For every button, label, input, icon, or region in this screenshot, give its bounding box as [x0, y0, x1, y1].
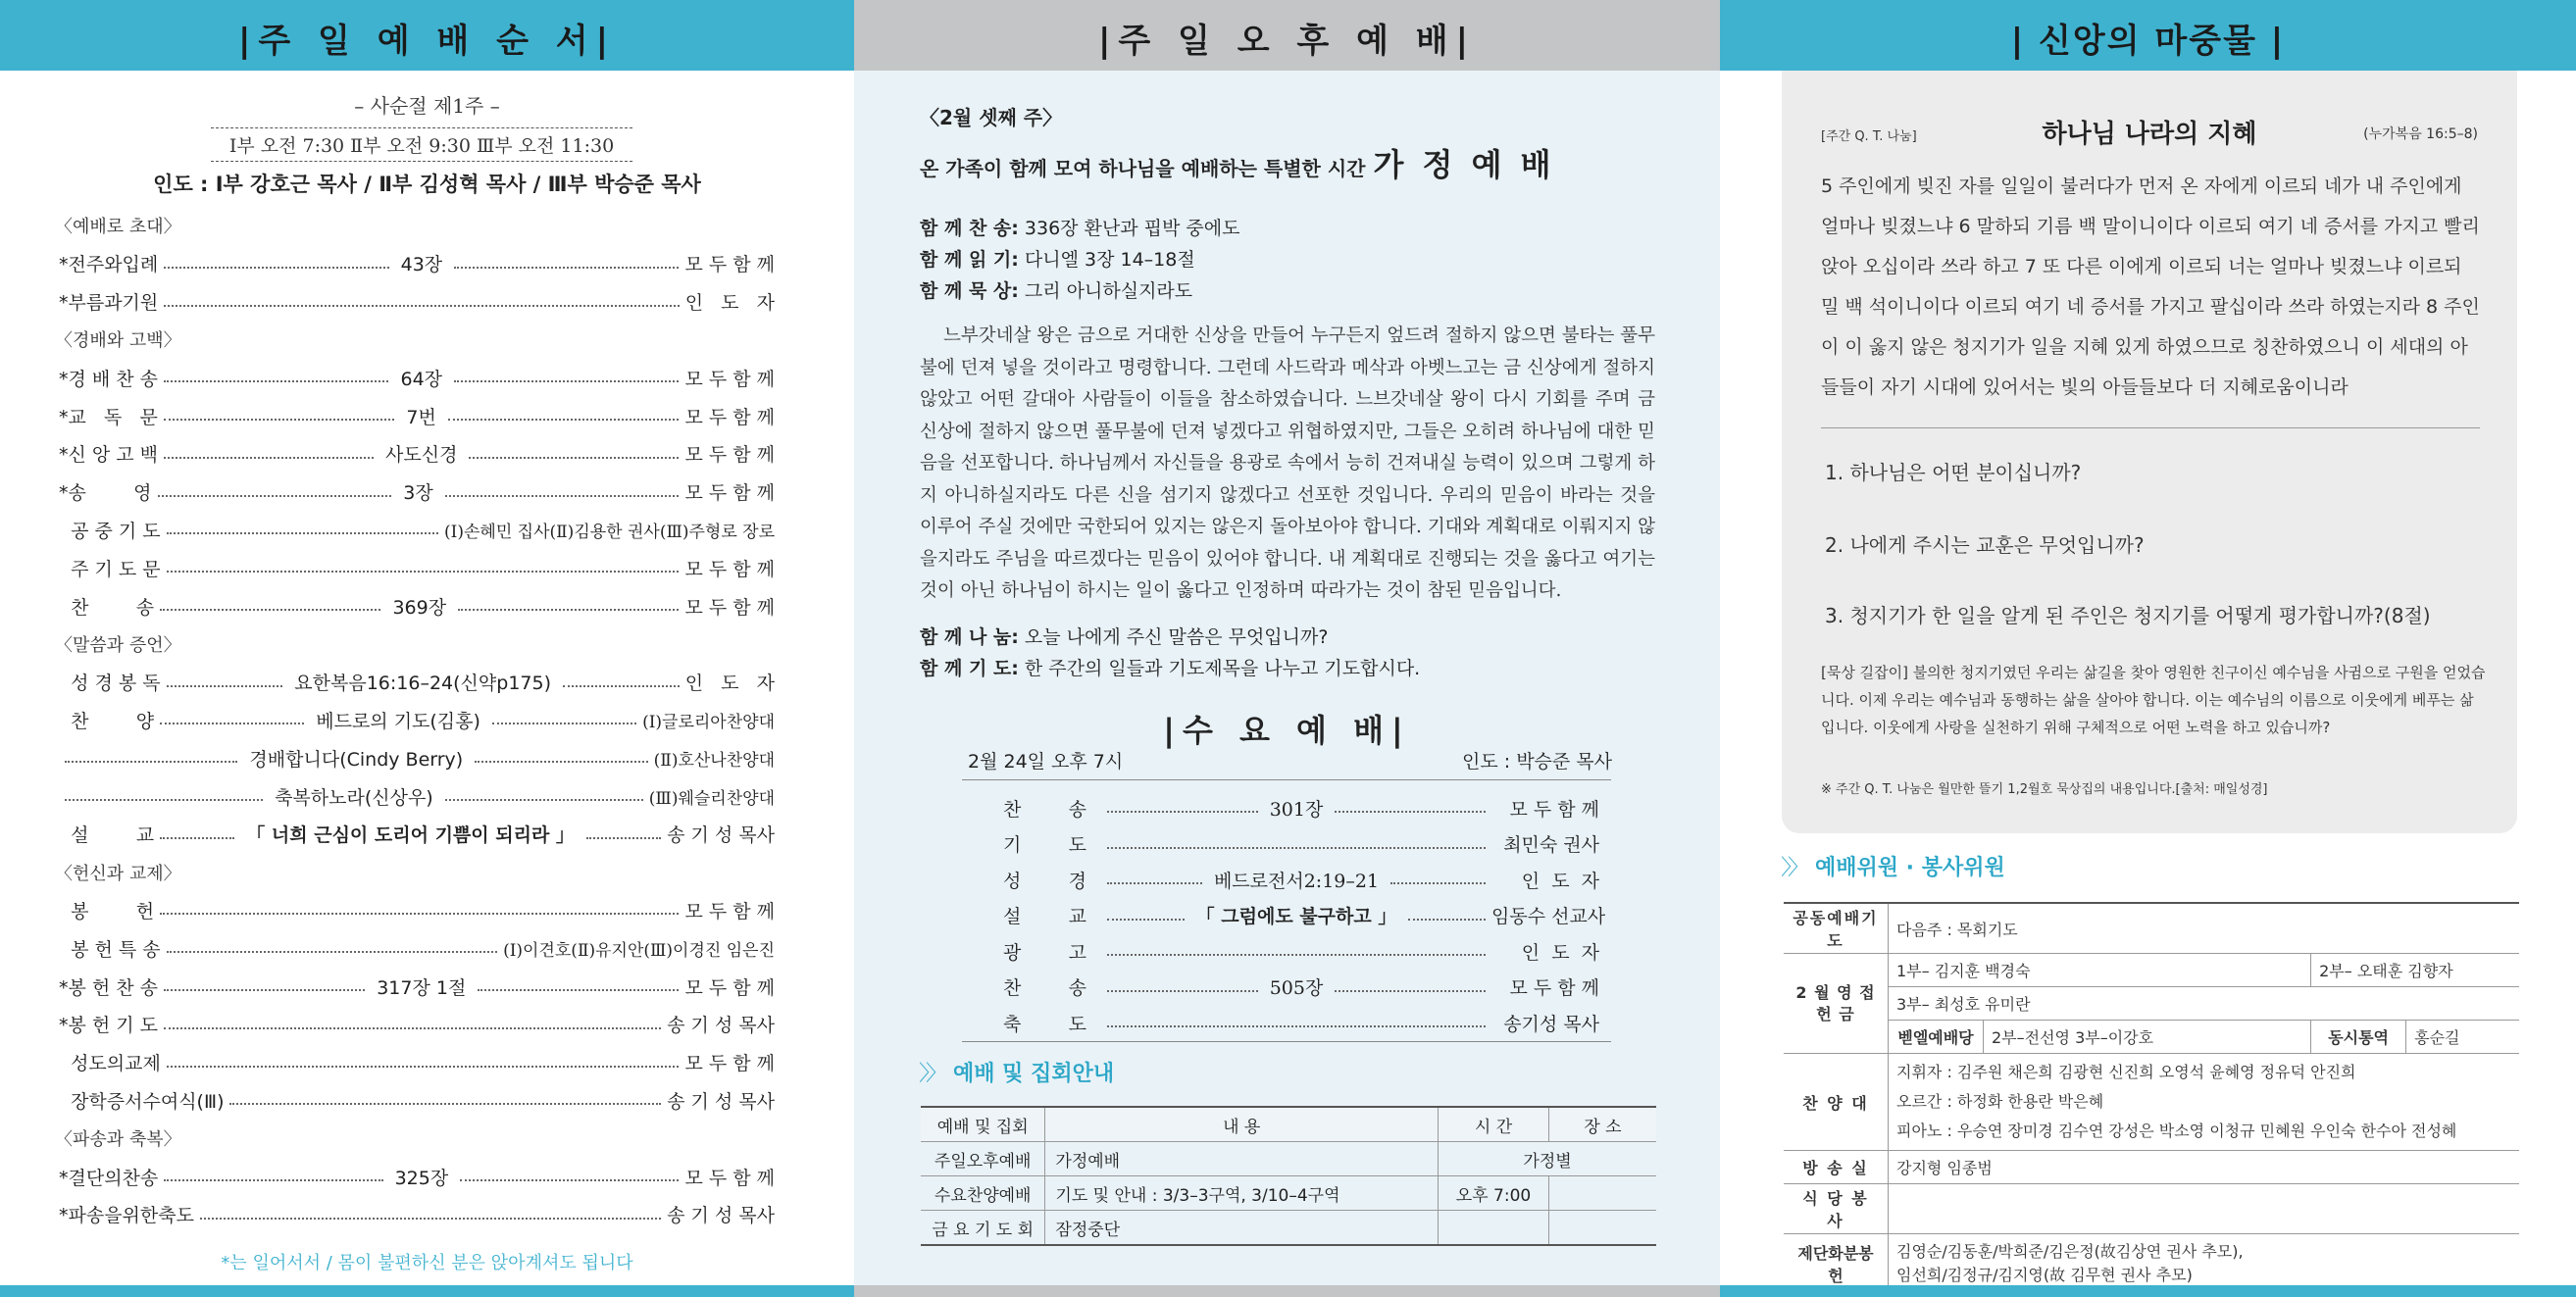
- item-label: 축 도: [1003, 1013, 1087, 1035]
- item-leader: (Ⅰ)이견호(Ⅱ)유지안(Ⅲ)이경진 임은진: [503, 940, 775, 961]
- standing-note: *는 일어서서 / 몸이 불편하신 분은 앉아계셔도 됩니다: [221, 1253, 633, 1273]
- dot-leader: [160, 723, 304, 724]
- qt-question: 1. 하나님은 어떤 분이십니까?: [1825, 461, 2082, 484]
- table-cell: 기도 및 안내 : 3/3–3구역, 3/10–4구역: [1045, 1176, 1439, 1211]
- wednesday-service-title: |수 요 예 배|: [1163, 712, 1411, 749]
- qt-box: [1782, 71, 2517, 833]
- order-item: [59, 476, 775, 508]
- item-label: 봉 헌 특 송: [59, 938, 161, 961]
- dot-leader: [460, 1179, 679, 1181]
- item-leader: 인 도 자: [684, 292, 775, 315]
- item-leader: 모 두 함 께: [684, 558, 775, 580]
- dot-leader: [167, 532, 438, 534]
- item-label: 성 경 봉 독: [59, 673, 161, 695]
- item-label: *봉 헌 기 도: [59, 1015, 159, 1037]
- item-leader: 인 도 자: [684, 673, 775, 695]
- dot-leader: [1335, 990, 1486, 992]
- item-leader: 최민숙 권사: [1503, 834, 1599, 856]
- order-item: [59, 1084, 775, 1116]
- dot-leader: [563, 685, 680, 687]
- item-leader: 모 두 함 께: [1509, 977, 1599, 999]
- dot-leader: [167, 951, 497, 953]
- week-label: 〈2월 셋째 주〉: [920, 106, 1063, 129]
- item-detail: 64장: [400, 368, 443, 390]
- dot-leader: [160, 913, 679, 915]
- item-leader: (Ⅰ)손혜민 집사(Ⅱ)김용한 권사(Ⅲ)주형로 장로: [444, 522, 775, 542]
- item-key: 함 께 묵 상:: [920, 280, 1019, 302]
- item-detail: 「 너희 근심이 도리어 기쁨이 되리라 」: [246, 824, 575, 847]
- item-detail: 7번: [406, 406, 436, 428]
- family-worship-items-2: [920, 622, 1655, 684]
- table-row: 방 송 실 강지형 임종범: [1784, 1151, 2519, 1184]
- dot-leader: [1390, 882, 1486, 884]
- dot-leader: [167, 1066, 680, 1068]
- item-leader: 모 두 함 께: [684, 368, 775, 390]
- item-label: 설 교: [59, 824, 155, 847]
- item-detail: 301장: [1269, 798, 1324, 821]
- bottom-bar: [1720, 1285, 2576, 1297]
- order-item: [59, 1009, 775, 1040]
- dot-leader: [164, 380, 388, 382]
- item-key: 함 께 읽 기:: [920, 249, 1019, 271]
- dot-leader: [160, 837, 234, 839]
- worship-item: [920, 275, 1655, 307]
- wednesday-service-date: 2월 24일 오후 7시: [968, 751, 1124, 773]
- dot-leader: [160, 609, 380, 611]
- item-detail: 축복하노라(신상우): [275, 786, 433, 809]
- dot-leader: [65, 799, 263, 801]
- worship-item: [920, 244, 1655, 275]
- section-label: 〈헌신과 교제〉: [55, 863, 181, 884]
- qt-question: 2. 나에게 주시는 교훈은 무엇입니까?: [1825, 533, 2145, 557]
- item-leader: 송 기 성 목사: [667, 1090, 775, 1113]
- item-value: 한 주간의 일들과 기도제목을 나누고 기도합시다.: [1018, 657, 1421, 679]
- dot-leader: [167, 685, 283, 687]
- item-detail: 요한복음16:16–24(신약p175): [294, 673, 552, 695]
- item-label: 기 도: [1003, 834, 1087, 856]
- bottom-bar: [854, 1285, 1720, 1297]
- dot-leader: [492, 723, 636, 724]
- item-leader: 송 기 성 목사: [667, 824, 775, 847]
- item-leader: 모 두 함 께: [684, 1167, 776, 1189]
- dot-leader: [164, 989, 365, 991]
- item-leader: 모 두 함 께: [684, 1053, 775, 1075]
- qt-tag: [주간 Q. T. 나눔]: [1821, 129, 1917, 144]
- meditation-guide: [묵상 길잡이] 불의한 청지기였던 우리는 삶길을 찾아 영원한 친구이신 예수님을 사귐으로 구원을 얻었습니다. 이제 우리는 예수님과 동행하는 삶을 살아야 합니다. 이는 예수님의 이름으로 이웃에게 베푸는 삶입니다. 이웃에게 사랑을 실천하기 위해 구체적으로 어떤 노력을 하고 있습니까?: [1821, 664, 2486, 736]
- column-header: 예배 및 집회: [921, 1107, 1045, 1142]
- dot-leader: [454, 380, 679, 382]
- order-item: [964, 826, 1611, 862]
- dot-leader: [1107, 990, 1258, 992]
- table-cell: [1439, 1211, 1549, 1246]
- section-label: 〈말씀과 증언〉: [55, 634, 181, 656]
- table-cell: [1548, 1176, 1656, 1211]
- table-cell: 잠정중단: [1045, 1211, 1439, 1246]
- item-label: 성도의교제: [59, 1053, 161, 1075]
- dot-leader: [158, 495, 392, 497]
- item-key: 함 께 찬 송:: [920, 218, 1019, 239]
- item-value: 다니엘 3장 14–18절: [1018, 249, 1195, 271]
- order-item: [59, 400, 775, 431]
- item-leader: (Ⅲ)웨슬리찬양대: [648, 788, 775, 809]
- item-leader: (Ⅰ)글로리아찬양대: [642, 712, 775, 732]
- item-label: 찬 송: [1003, 798, 1087, 821]
- family-worship-title: [920, 140, 1655, 185]
- order-item: [59, 932, 775, 964]
- dot-leader: [469, 457, 679, 459]
- table-row: [921, 1176, 1656, 1211]
- order-item: [59, 1047, 775, 1078]
- dot-leader: [229, 1103, 661, 1105]
- order-item: [59, 248, 775, 279]
- dot-leader: [478, 989, 679, 991]
- column-header: 내 용: [1045, 1107, 1439, 1142]
- item-label: *전주와입례: [59, 254, 159, 276]
- gathering-section-title: 〉〉 예배 및 집회안내: [919, 1062, 1115, 1086]
- afternoon-service-panel: [854, 0, 1720, 1297]
- item-value: 오늘 나에게 주신 말씀은 무엇입니까?: [1018, 625, 1329, 648]
- dot-leader: [164, 1179, 382, 1181]
- staff-section-title: 〉〉 예배위원 · 봉사위원: [1781, 856, 2005, 880]
- item-leader: (Ⅱ)호산나찬양대: [653, 750, 775, 771]
- dot-leader: [1107, 954, 1486, 956]
- item-label: 찬 송: [1003, 977, 1087, 999]
- family-worship-section: [920, 102, 1655, 684]
- section-heading: [55, 857, 775, 888]
- dot-leader: [458, 609, 679, 611]
- family-worship-big: 가 정 예 배: [1373, 146, 1555, 183]
- item-value: 336장 환난과 핍박 중에도: [1018, 218, 1240, 239]
- item-label: *경 배 찬 송: [59, 368, 159, 390]
- dot-leader: [1107, 919, 1185, 921]
- order-item: [59, 362, 775, 393]
- qt-reference: (누가복음 16:5–8): [2363, 126, 2478, 142]
- section-heading: [55, 1122, 775, 1154]
- order-item: [59, 894, 775, 925]
- order-item: [964, 898, 1611, 933]
- item-label: 봉 헌: [59, 900, 155, 923]
- item-label: 설 교: [1003, 906, 1087, 927]
- order-item: [964, 933, 1611, 969]
- item-detail: 베드로의 기도(김홍): [316, 710, 480, 732]
- dot-leader: [445, 799, 643, 801]
- table-row: [921, 1142, 1656, 1176]
- order-item: [59, 704, 775, 735]
- qt-scripture: 5 주인에게 빚진 자를 일일이 불러다가 먼저 온 자에게 이르되 네가 내 주인에게 얼마나 빚졌느냐 6 말하되 기름 백 말이니이다 이르되 여기 네 증서를 가지고 빨리 앉아 오십이라 쓰라 하고 7 또 다른 이에게 이르되 너는 얼마나 빚졌느냐 이르되 밀 백 석이니이다 이르되 여기 네 증서를 가지고 팔십이라 쓰라 하였는지라 8 주인이 이 옳지 않은 청지기가 일을 지혜 있게 하였으므로 칭찬하였으니 이 세대의 아들들이 자기 시대에 있어서는 빛의 아들들보다 더 지혜로움이니라: [1821, 175, 2480, 398]
- item-detail: 사도신경: [385, 444, 458, 467]
- bottom-bar: [0, 1285, 854, 1297]
- table-header-row: [921, 1107, 1656, 1142]
- order-item: [59, 780, 775, 812]
- qt-title: 하나님 나라의 지혜: [2042, 120, 2257, 149]
- dot-leader: [164, 457, 374, 459]
- section-heading: [55, 210, 775, 241]
- item-leader: 모 두 함 께: [684, 444, 776, 467]
- item-label: 성 경: [1003, 870, 1087, 892]
- item-leader: 송 기 성 목사: [667, 1015, 775, 1037]
- item-leader: 모 두 함 께: [684, 596, 775, 619]
- dot-leader: [1107, 811, 1258, 813]
- order-item: [964, 1005, 1611, 1040]
- section-label: 〈경배와 고백〉: [55, 330, 181, 352]
- order-item: [59, 971, 775, 1002]
- table-row: 식 당 봉 사: [1784, 1184, 2519, 1234]
- dot-leader: [448, 419, 680, 421]
- section-label: 〈파송과 축복〉: [55, 1129, 181, 1151]
- family-worship-items: [920, 213, 1655, 307]
- item-leader: 인 도 자: [1521, 941, 1599, 964]
- dot-leader: [164, 305, 679, 307]
- panel-header: |주 일 예 배 순 서|: [0, 0, 854, 71]
- column-header: 장 소: [1548, 1107, 1656, 1142]
- table-row: [921, 1211, 1656, 1246]
- item-leader: 모 두 함 께: [684, 482, 775, 505]
- order-item: [964, 790, 1611, 825]
- worship-item: [920, 213, 1655, 244]
- table-cell: 가정예배: [1045, 1142, 1439, 1176]
- dot-leader: [164, 419, 395, 421]
- item-leader: 모 두 함 께: [684, 254, 776, 276]
- item-leader: 모 두 함 께: [1509, 798, 1599, 821]
- item-label: *신 앙 고 백: [59, 444, 159, 467]
- order-item: [964, 862, 1611, 897]
- dot-leader: [164, 267, 388, 269]
- item-label: 주 기 도 문: [59, 558, 161, 580]
- item-leader: 모 두 함 께: [684, 900, 775, 923]
- column-header: 시 간: [1439, 1107, 1549, 1142]
- dot-leader: [475, 761, 647, 763]
- item-label: *교 독 문: [59, 406, 158, 428]
- table-row: 2 월 영 접 헌 금 1부– 김지훈 백경숙 2부– 오태훈 김향자: [1784, 954, 2519, 987]
- divider: [962, 779, 1611, 780]
- table-row: 제단화분봉헌 김영순/김동훈/박희준/김은정(故김상연 권사 추모), 임선희/김정규/김지영(故 김무현 권사 추모): [1784, 1234, 2519, 1295]
- dot-leader: [1408, 919, 1486, 921]
- table-row: 벧엘예배당 2부–전선영 3부–이강호 동시통역 홍순길: [1784, 1021, 2519, 1054]
- gathering-table: [921, 1106, 1656, 1246]
- order-item: [59, 438, 775, 470]
- faith-primer-panel: [1720, 0, 2576, 1297]
- table-cell: 가정별: [1439, 1142, 1656, 1176]
- dot-leader: [586, 837, 661, 839]
- item-detail: 325장: [394, 1167, 449, 1189]
- item-detail: 「 그럼에도 불구하고 」: [1195, 906, 1397, 927]
- chevron-right-icon: 〉〉: [919, 1062, 944, 1086]
- table-cell: 금 요 기 도 회: [921, 1211, 1045, 1246]
- item-detail: 베드로전서2:19–21: [1213, 870, 1380, 892]
- family-worship-prefix: 온 가족이 함께 모여 하나님을 예배하는 특별한 시간: [920, 157, 1366, 180]
- table-row: 3부– 최성호 유미란: [1784, 987, 2519, 1021]
- item-detail: 경배합니다(Cindy Berry): [249, 748, 464, 771]
- panel-header: | 신앙의 마중물 |: [1720, 0, 2576, 71]
- item-value: 그리 아니하실지라도: [1018, 280, 1193, 302]
- dot-leader: [167, 571, 680, 573]
- order-item: [59, 590, 775, 622]
- item-label: *결단의찬송: [59, 1167, 159, 1189]
- item-label: 공 중 기 도: [59, 520, 161, 542]
- item-leader: 송기성 목사: [1503, 1013, 1599, 1035]
- qt-question: 3. 청지기가 한 일을 알게 된 주인은 청지기를 어떻게 평가합니까?(8절): [1825, 604, 2431, 627]
- order-item: [59, 1199, 775, 1230]
- dot-leader: [445, 495, 680, 497]
- wednesday-service-leader: 인도 : 박승준 목사: [1462, 751, 1612, 773]
- order-item: [59, 514, 775, 545]
- order-item: [59, 742, 775, 773]
- panel-header: |주 일 오 후 예 배|: [854, 0, 1720, 71]
- order-item: [59, 819, 775, 850]
- dot-leader: [1107, 847, 1486, 849]
- item-leader: 송 기 성 목사: [667, 1205, 775, 1227]
- sunday-order-panel: [0, 0, 854, 1297]
- table-cell: 주일오후예배: [921, 1142, 1045, 1176]
- order-item: [59, 552, 775, 583]
- item-leader: 모 두 함 께: [684, 976, 776, 999]
- qt-source: ※ 주간 Q. T. 나눔은 월만한 뜰기 1,2월호 묵상집의 내용입니다.[출처: 매일성경]: [1821, 782, 2268, 797]
- item-label: *파송을위한축도: [59, 1205, 194, 1227]
- item-leader: 인 도 자: [1521, 870, 1599, 892]
- dot-leader: [200, 1218, 661, 1220]
- table-row: 공동예배기도 다음주 : 목회기도: [1784, 903, 2519, 954]
- item-detail: 505장: [1269, 977, 1324, 999]
- section-heading: [55, 628, 775, 660]
- table-cell: 수요찬양예배: [921, 1176, 1045, 1211]
- item-detail: 369장: [392, 596, 447, 619]
- item-key: 함 께 기 도:: [920, 657, 1019, 679]
- dot-leader: [454, 267, 679, 269]
- divider: [962, 1041, 1611, 1042]
- item-key: 함 께 나 눔:: [920, 625, 1019, 648]
- item-label: 찬 양: [59, 710, 155, 732]
- table-cell: 오후 7:00: [1439, 1176, 1549, 1211]
- season-label: – 사순절 제1주 –: [354, 94, 500, 118]
- worship-item: [920, 622, 1655, 653]
- item-label: 찬 송: [59, 596, 155, 619]
- item-detail: 3장: [403, 482, 433, 505]
- table-row: 찬 양 대 지휘자 : 김주원 채은희 김광현 신진희 오영석 윤혜영 정유덕 안진희 오르간 : 하정화 한용란 박은혜 피아노 : 우승연 장미경 김수연 강성은 박소영 이청규 민혜원 우인숙 한수아 전성혜: [1784, 1054, 2519, 1151]
- dot-leader: [164, 1027, 661, 1029]
- order-item: [59, 1161, 775, 1192]
- item-label: 장학증서수여식(Ⅲ): [59, 1090, 225, 1113]
- dot-leader: [1107, 1025, 1486, 1027]
- order-item: [964, 970, 1611, 1005]
- dot-leader: [1335, 811, 1486, 813]
- divider: [1821, 427, 2480, 428]
- service-leaders: 인도 : Ⅰ부 강호근 목사 / Ⅱ부 김성혁 목사 / Ⅲ부 박승준 목사: [153, 173, 701, 196]
- item-label: *송 영: [59, 482, 152, 505]
- order-item: [59, 667, 775, 698]
- section-heading: [55, 324, 775, 355]
- item-leader: 임동수 선교사: [1491, 906, 1606, 927]
- dot-leader: [65, 761, 237, 763]
- item-label: *부름과기원: [59, 292, 159, 315]
- item-detail: 43장: [400, 254, 443, 276]
- table-cell: [1548, 1211, 1656, 1246]
- section-label: 〈예배로 초대〉: [55, 217, 181, 237]
- chevron-right-icon: 〉〉: [1781, 856, 1806, 880]
- item-detail: 317장 1절: [377, 976, 467, 999]
- item-label: *봉 헌 찬 송: [59, 976, 159, 999]
- meditation-paragraph: 느부갓네살 왕은 금으로 거대한 신상을 만들어 누구든지 엎드려 절하지 않으면 불타는 풀무불에 던져 넣을 것이라고 명령합니다. 그런데 사드락과 메삭과 아벳느고는 금 신상에게 절하지 않았고 어떤 갈대아 사람들이 이들을 참소하였습니다. 느브갓네살 왕이 다시 기회를 주며 금 신상에 절하지 않으면 풀무불에 던져 넣겠다고 위협하였지만, 그들은 오히려 하나님에 대한 믿음을 선포합니다. 하나님께서 자신들을 용광로 속에서 능히 건져내실 능력이 있으며 그렇게 하지 아니하실지라도 다른 신을 섬기지 않겠다고 선포한 것입니다. 우리의 믿음이 바라는 것을 이루어 주실 것에만 국한되어 있지는 않은지 돌아보아야 합니다. 기대와 계획대로 이뤄지지 않을지라도 주님을 따르겠다는 믿음이 있어야 합니다. 내 계획대로 진행되는 것을 옳다고 여기는 것이 아닌 하나님이 하시는 일이 옳다고 인정하며 따라가는 것이 참된 믿음입니다.: [920, 325, 1655, 601]
- item-leader: 모 두 함 께: [684, 406, 775, 428]
- staff-table: [1784, 902, 2519, 1295]
- worship-item: [920, 653, 1655, 684]
- service-times: Ⅰ부 오전 7:30 Ⅱ부 오전 9:30 Ⅲ부 오전 11:30: [211, 127, 632, 162]
- dot-leader: [1107, 882, 1202, 884]
- order-item: [59, 286, 775, 318]
- item-label: 광 고: [1003, 941, 1087, 964]
